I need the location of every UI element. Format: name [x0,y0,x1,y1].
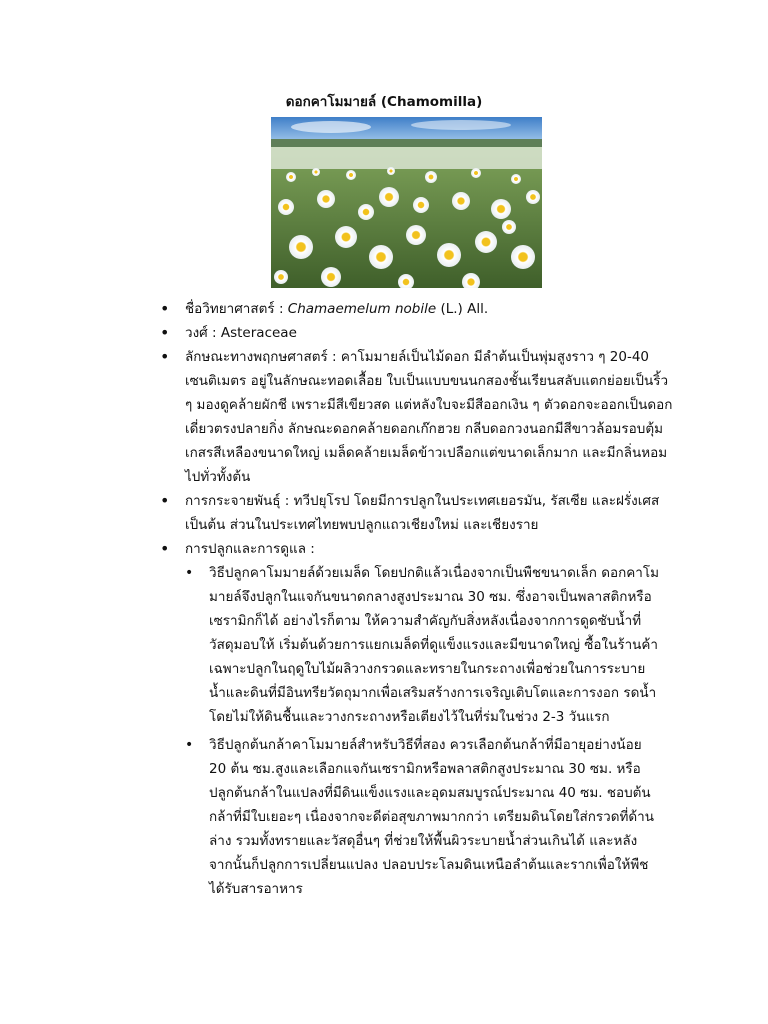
family-text: วงศ์ : Asteraceae [185,325,297,341]
scientific-name-label: ชื่อวิทยาศาสตร์ : [185,301,288,317]
distribution-text: • การกระจายพันธุ์ : ทวีปยุโรป โดยมีการปลูกในประเทศเยอรมัน, รัสเซีย และฝรั่งเศส เป็นต้น ส่วนในประเทศไทยพบปลูกแถวเชียงใหม่ และเชียงราย [185,493,660,533]
info-list [0,297,700,901]
care-item-seed [185,561,659,729]
list-item-care [0,537,678,901]
scientific-name-italic: Chamaemelum nobile [287,301,437,317]
care-item-seedling-text: • วิธีปลูกต้นกล้าคาโมมายล์สำหรับวิธีที่สอง ควรเลือกต้นกล้าที่มีอายุอย่างน้อย 20 ต้น ซม.สูงและเลือกแจกันเซรามิกหรือพลาสติกสูงประมาณ 30 ซม. หรือปลูกต้นกล้าในแปลงที่มีดินแข็งแรงและอุดมสมบูรณ์ประมาณ 40 ซม. ชอบต้นกล้าที่มีใบเยอะๆ เนื่องจากจะดีต่อสุขภาพมากกว่า เตรียมดินโดยใส่กรวดที่ด้านล่าง รวมทั้งทรายและวัสดุอื่นๆ ที่ช่วยให้พื้นผิวระบายน้ำส่วนเกินได้ และหลังจากนั้นก็ปลูกการเปลี่ยนแปลง ปลอบประโลมดินเหนือลำต้นและรากเพื่อให้พืชได้รับสารอาหาร [209,737,654,897]
care-item-seed-text: • วิธีปลูกคาโมมายล์ด้วยเมล็ด โดยปกติแล้วเนื่องจากเป็นพืชขนาดเล็ก ดอกคาโมมายล์จึงปลูกในแจกันขนาดกลางสูงประมาณ 30 ซม. ซึ่งอาจเป็นพลาสติกหรือเซรามิกก็ได้ อย่างไรก็ตาม ให้ความสำคัญกับสิ่งหลังเนื่องจากการดูดซับน้ำที่วัสดุมอบให้ เริ่มต้นด้วยการแยกเมล็ดที่ดูแข็งแรงและมีขนาดใหญ่ ซื้อในร้านค้าเฉพาะปลูกในฤดูใบไม้ผลิวางกรวดและทรายในกระถางเพื่อช่วยในการระบายน้ำและดินที่มีอินทรียวัตถุมากเพื่อเสริมสร้างการเจริญเติบโตและการงอก รดน้ำโดยไม่ให้ดินชื้นและวางกระถางหรือเตียงไว้ในที่ร่มในช่วง 2-3 วันแรก [209,565,660,725]
list-item-botany [0,345,678,489]
botany-text: • ลักษณะทางพฤกษศาสตร์ : คาโมมายล์เป็นไม้ดอก มีลำต้นเป็นพุ่มสูงราว ๆ 20-40 เซนติเมตร อยู่ในลักษณะทอดเลื้อย ใบเป็นแบบขนนกสองชั้นเรียนสลับแตกย่อยเป็นริ้ว ๆ มองดูคล้ายผักชี เพราะมีสีเขียวสด แต่หลังใบจะมีสีออกเงิน ๆ ตัวดอกจะออกเป็นดอกเดี่ยวตรงปลายกิ่ง ลักษณะดอกคล้ายดอกเก๊กฮวย กลีบดอกวงนอกมีสีขาวล้อมรอบตุ้มเกสรสีเหลืองขนาดใหญ่ เมล็ดคล้ายเมล็ดข้าวเปลือกแต่ขนาดเล็กมาก และมีกลิ่นหอมไปทั่วทั้งต้น [185,349,673,485]
scientific-name-author: (L.) All. [436,301,489,317]
care-label: การปลูกและการดูแล : [185,541,315,557]
care-sublist [185,561,678,901]
list-item-scientific-name [0,297,678,321]
list-item-distribution [0,489,678,537]
care-item-seedling [185,733,659,901]
list-item-family [0,321,678,345]
page-title: ดอกคาโมมายล์ (Chamomilla) [285,94,483,110]
chamomile-field-photo [271,117,542,288]
